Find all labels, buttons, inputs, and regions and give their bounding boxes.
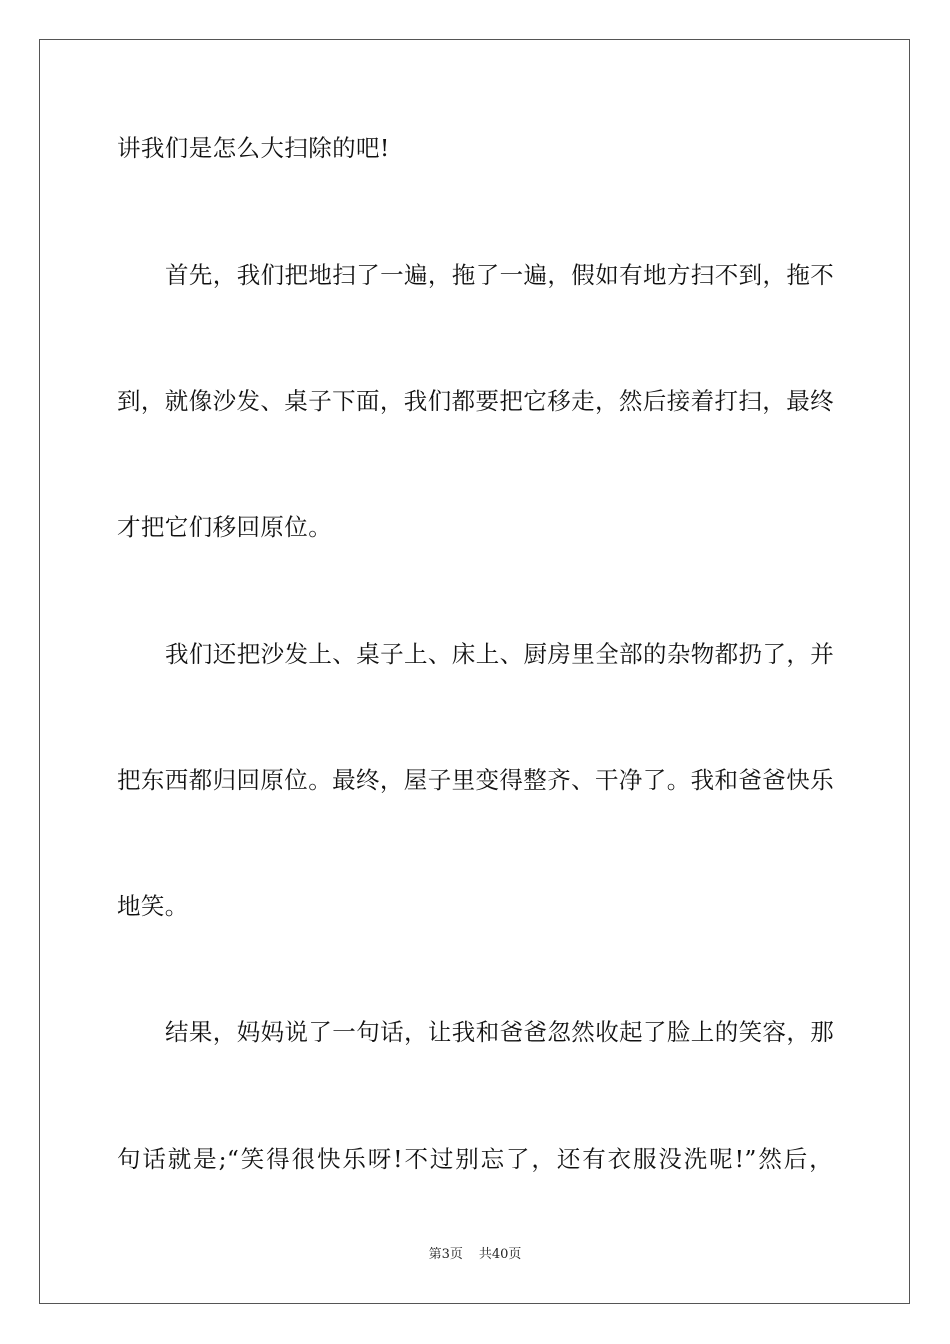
page-number: 第3页 xyxy=(428,1247,463,1262)
page-footer xyxy=(0,1246,950,1264)
text-line-5: 我们还把沙发上、桌子上、床上、厨房里全部的杂物都扔了，并 xyxy=(165,640,835,668)
text-line-1: 讲我们是怎么大扫除的吧! xyxy=(117,134,390,162)
total-pages: 共40页 xyxy=(478,1247,522,1262)
text-line-8: 结果，妈妈说了一句话，让我和爸爸忽然收起了脸上的笑容，那 xyxy=(165,1018,835,1046)
text-line-2: 首先，我们把地扫了一遍，拖了一遍，假如有地方扫不到，拖不 xyxy=(165,261,835,289)
text-line-6: 把东西都归回原位。最终，屋子里变得整齐、干净了。我和爸爸快乐 xyxy=(117,766,834,794)
page-frame xyxy=(39,39,910,1304)
text-line-7: 地笑。 xyxy=(117,892,189,920)
text-line-3: 到，就像沙发、桌子下面，我们都要把它移走，然后接着打扫，最终 xyxy=(117,387,834,415)
text-line-9: 句话就是;“笑得很快乐呀!不过别忘了，还有衣服没洗呢!”然后， xyxy=(117,1145,833,1173)
text-line-4: 才把它们移回原位。 xyxy=(117,513,333,541)
